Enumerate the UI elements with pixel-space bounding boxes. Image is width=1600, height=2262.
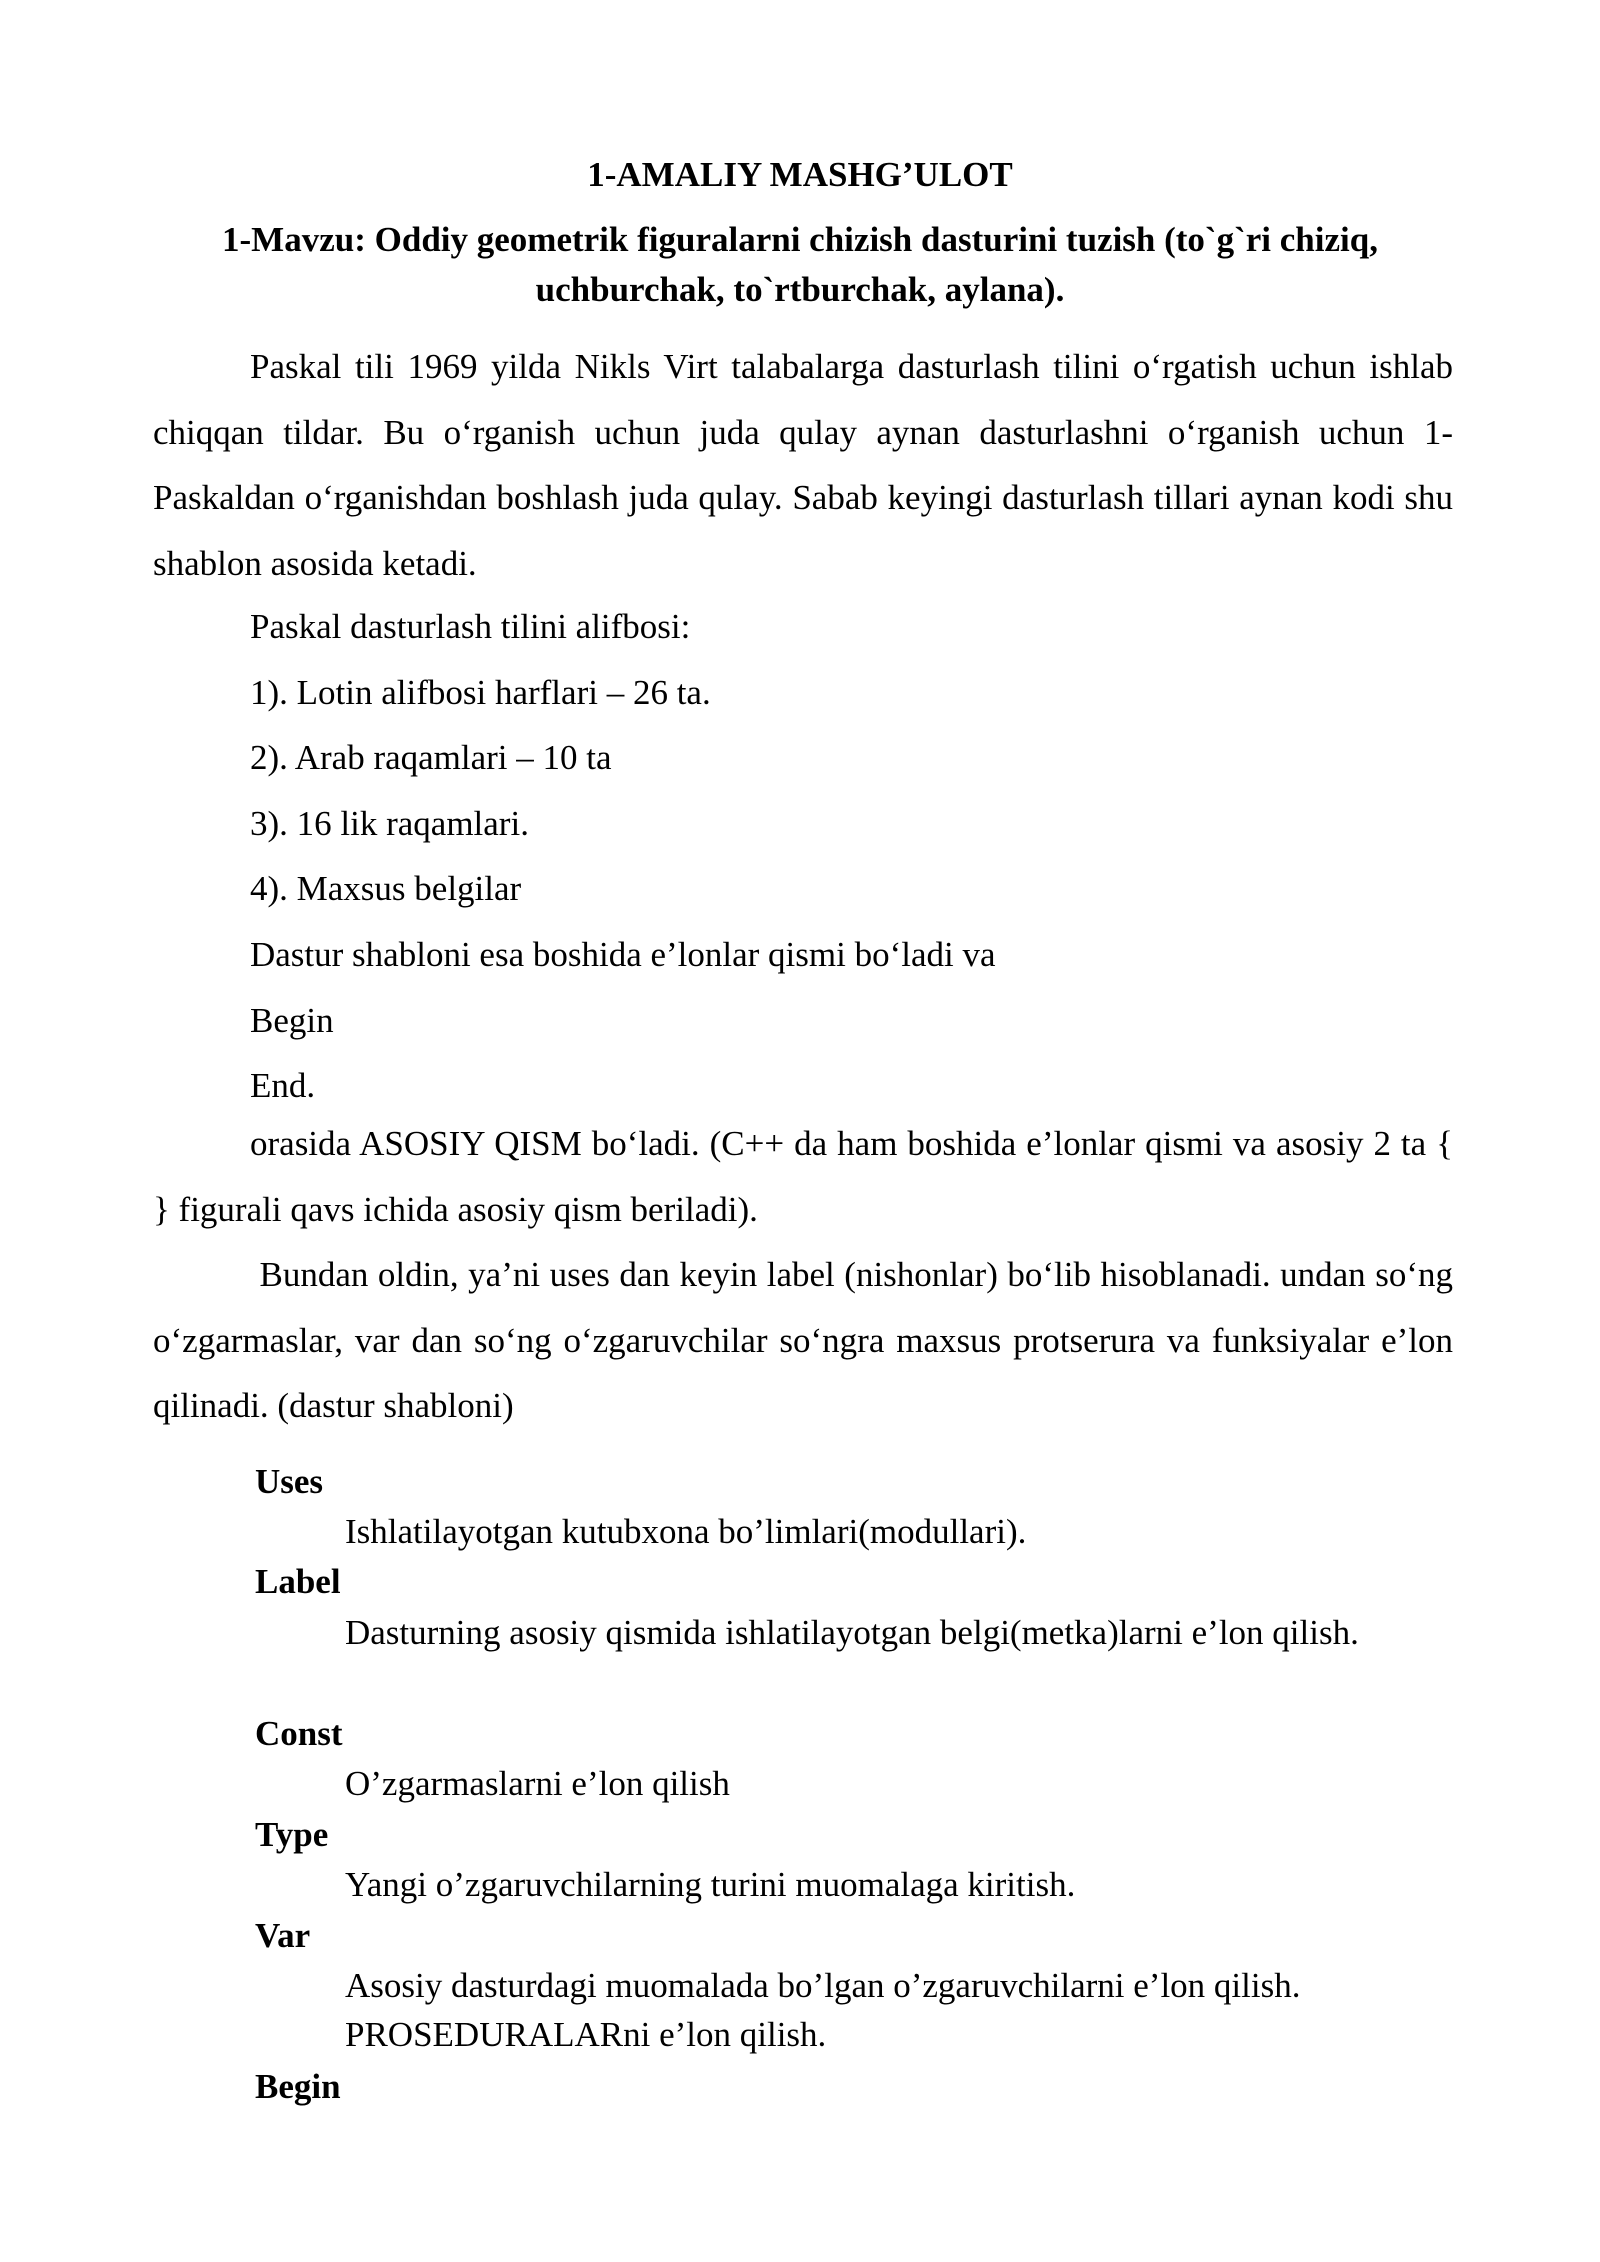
topic-title-line-1: 1-Mavzu: Oddiy geometrik figuralarni chizish dasturini tuzish (to`g`ri chiziq, xyxy=(222,220,1378,259)
label-description: Dasturning asosiy qismida ishlatilayotgan belgi(metka)larni e’lon qilish. xyxy=(345,1613,1359,1652)
label-keyword: Label xyxy=(255,1562,341,1601)
begin-word: Begin xyxy=(250,1001,334,1040)
uses-description: Ishlatilayotgan kutubxona bo’limlari(modullari). xyxy=(345,1512,1027,1551)
order-paragraph: Bundan oldin, ya’ni uses dan keyin label (nishonlar) bo‘lib hisoblanadi. undan so‘ng o‘zgarmaslar, var dan so‘ng o‘zgaruvchilar so‘ngra maxsus protserura va funksiyalar e’lon qilinadi. (dastur shabloni) xyxy=(153,1255,1453,1425)
main-part-paragraph: orasida ASOSIY QISM bo‘ladi. (C++ da ham boshida e’lonlar qismi va asosiy 2 ta { } figurali qavs ichida asosiy qism beriladi). xyxy=(153,1124,1453,1229)
alphabet-item: 4). Maxsus belgilar xyxy=(250,869,522,908)
alphabet-item: 2). Arab raqamlari – 10 ta xyxy=(250,738,612,777)
intro-paragraph: Paskal tili 1969 yilda Nikls Virt talabalarga dasturlash tilini o‘rgatish uchun ishlab chiqqan tildar. Bu o‘rganish uchun juda qulay aynan dasturlashni o‘rganish uchun 1-Paskaldan o‘rganishdan boshlash juda qulay. Sabab keyingi dasturlash tillari aynan kodi shu shablon asosida ketadi. xyxy=(153,347,1453,583)
const-keyword: Const xyxy=(255,1714,343,1753)
type-description: Yangi o’zgaruvchilarning turini muomalaga kiritish. xyxy=(345,1865,1076,1904)
type-keyword: Type xyxy=(255,1815,329,1854)
uses-keyword: Uses xyxy=(255,1462,324,1501)
var-description: Asosiy dasturdagi muomalada bo’lgan o’zgaruvchilarni e’lon qilish. xyxy=(345,1966,1301,2005)
procedures-description: PROSEDURALARni e’lon qilish. xyxy=(345,2015,827,2054)
page-title: 1-AMALIY MASHG’ULOT xyxy=(587,155,1013,194)
begin-keyword: Begin xyxy=(255,2067,341,2106)
const-description: O’zgarmaslarni e’lon qilish xyxy=(345,1764,730,1803)
alphabet-item: 1). Lotin alifbosi harflari – 26 ta. xyxy=(250,673,711,712)
alphabet-heading: Paskal dasturlash tilini alifbosi: xyxy=(250,607,691,646)
topic-title-line-2: uchburchak, to`rtburchak, aylana). xyxy=(535,270,1065,309)
var-keyword: Var xyxy=(255,1916,311,1955)
template-intro: Dastur shabloni esa boshida e’lonlar qismi bo‘ladi va xyxy=(250,935,996,974)
end-word: End. xyxy=(250,1066,316,1105)
alphabet-item: 3). 16 lik raqamlari. xyxy=(250,804,529,843)
